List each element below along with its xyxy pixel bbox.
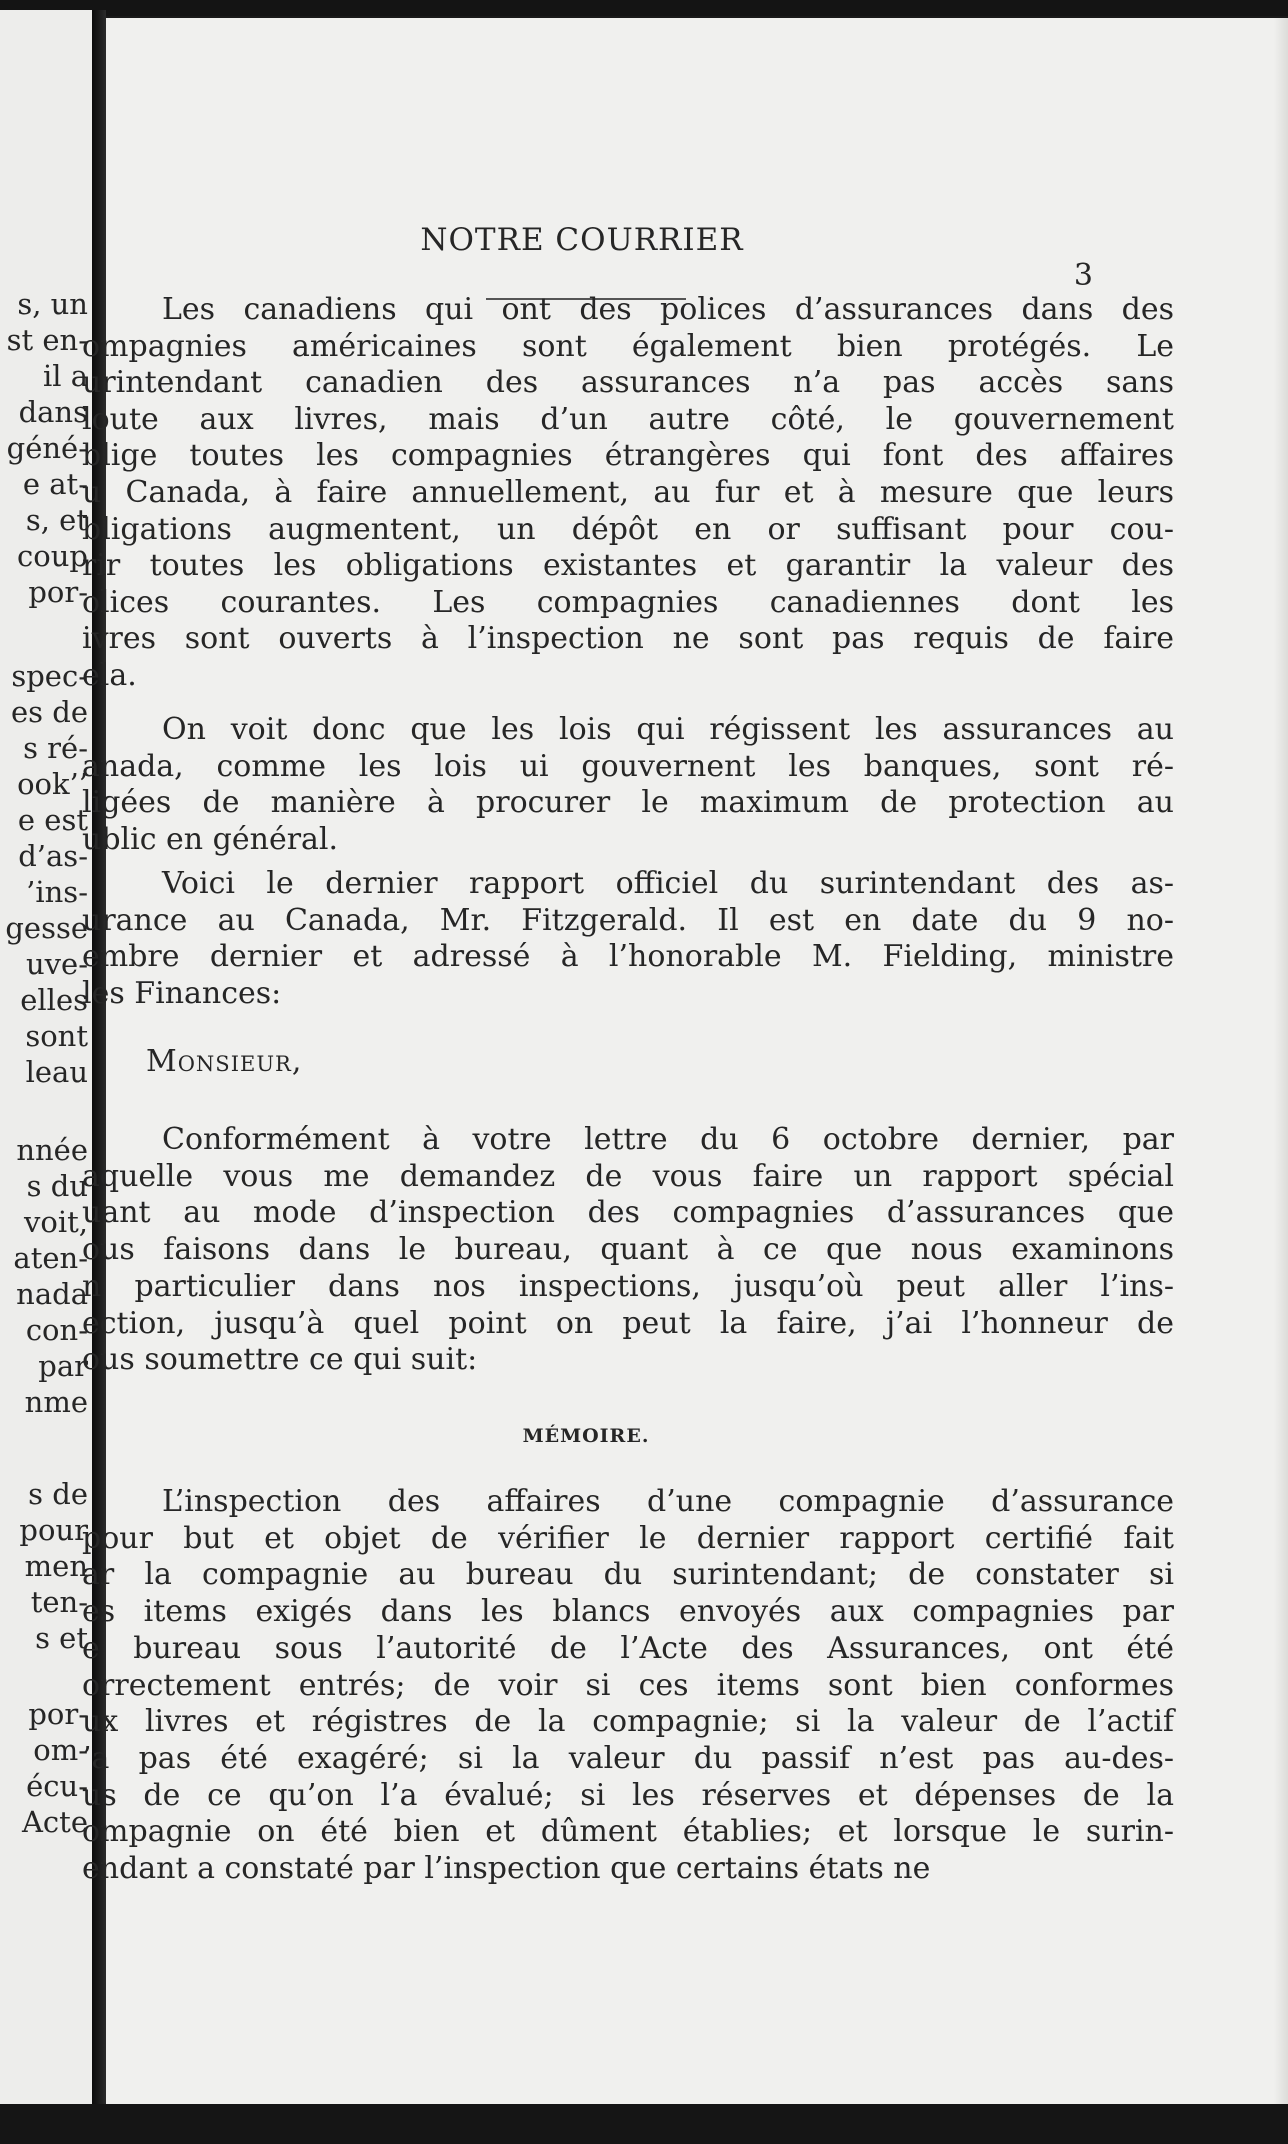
facing-page-fragment: s de [28,1477,88,1511]
paragraph-1-line: loute aux livres, mais d’un autre côté, le gouvernement [82,401,1174,437]
paragraph-5-line: orrectement entrés; de voir si ces items sont bien conformes [82,1667,1174,1703]
salutation: Monsieur, [146,1044,303,1079]
paragraph-4-line: Conformément à votre lettre du 6 octobre dernier, par [162,1122,1174,1157]
facing-page-fragment: con- [25,1313,88,1347]
paragraph-3-line: Voici le dernier rapport officiel du surintendant des as- [162,866,1174,901]
facing-page-fragment: ook’’ [17,767,88,801]
facing-page-fragment: d’as- [18,839,88,873]
paragraph-1-line: ivres sont ouverts à l’inspection ne sont pas requis de faire [82,621,1174,657]
facing-page-fragment: sont [25,1019,88,1053]
facing-page-fragment: nme [24,1385,88,1419]
paragraph-2-line: On voit donc que les lois qui régissent les assurances au [162,712,1174,747]
facing-page-fragment: por- [28,1697,88,1731]
facing-page-fragment: leau [25,1055,88,1089]
paragraph-5-line: endant a constaté par l’inspection que certains états ne [82,1851,931,1886]
facing-page-fragment: dans [18,395,88,429]
paragraph-5-line: es items exigés dans les blancs envoyés aux compagnies par [82,1594,1174,1630]
facing-page-fragment: nnée [16,1133,88,1167]
paragraph-5-line: pour but et objet de vérifier le dernier rapport certifié fait [82,1520,1174,1556]
facing-page-fragment: s, un [17,287,88,321]
paragraph-4-line: n particulier dans nos inspections, jusqu’où peut aller l’ins- [82,1268,1174,1304]
paragraph-5-line: ’a pas été exagéré; si la valeur du passif n’est pas au-des- [82,1740,1174,1776]
facing-page-fragment: voit, [24,1205,88,1239]
paragraph-5-line: L’inspection des affaires d’une compagnie d’assurance [162,1484,1174,1519]
facing-page-fragment: e est [17,803,88,837]
paragraph-1-line: ompagnies américaines sont également bien protégés. Le [82,328,1174,364]
paragraph-4-line: aquelle vous me demandez de vous faire un rapport spécial [82,1158,1174,1194]
facing-page-fragment: uve- [25,947,88,981]
paragraph-3-line: embre dernier et adressé à l’honorable M. Fielding, ministre [82,939,1174,974]
facing-page-fragment: st en- [6,323,88,357]
facing-page-fragment: men [24,1549,88,1583]
facing-page-edge [0,10,92,2106]
facing-page-fragment: om- [33,1733,88,1767]
paragraph-1-line: ela. [82,658,137,693]
paragraph-1-line: olices courantes. Les compagnies canadiennes dont les [82,584,1174,620]
paragraph-4-line: ous faisons dans le bureau, quant à ce que nous examinons [82,1232,1174,1268]
paragraph-1-line: Les canadiens qui ont des polices d’assurances dans des [162,292,1174,327]
facing-page-fragment: s du [26,1169,88,1203]
scan-border-top [0,0,1288,16]
facing-page-fragment: ’ins- [26,875,88,909]
page-number: 3 [1073,258,1093,293]
paragraph-2-line: ublic en général. [82,821,339,857]
facing-page-fragment: coup [17,539,88,573]
facing-page-fragment: por- [28,575,88,609]
paragraph-5-line: e bureau sous l’autorité de l’Acte des Assurances, ont été [82,1630,1174,1666]
page-edge-shadow [1274,18,1288,2104]
facing-page-fragment: s ré- [23,731,88,765]
paragraph-1-line: bligations augmentent, un dépôt en or suffisant pour cou- [82,511,1174,547]
facing-page-fragment: s et [35,1621,88,1655]
paragraph-4-line: ous soumettre ce qui suit: [82,1342,478,1378]
paragraph-5-line: ux livres et régistres de la compagnie; si la valeur de l’actif [82,1704,1174,1740]
facing-page-fragment: spec- [11,659,88,693]
paragraph-5-line: ar la compagnie au bureau du surintendant; de constater si [82,1557,1174,1593]
scan-border-bottom [0,2104,1288,2144]
paragraph-1-line: rir toutes les obligations existantes et garantir la valeur des [82,548,1174,584]
paragraph-2-line: ligées de manière à procurer le maximum de protection au [82,785,1174,820]
paragraph-4-line: uant au mode d’inspection des compagnies d’assurances que [82,1195,1174,1231]
facing-page-fragment: Acte [21,1805,88,1839]
facing-page-fragment: par [38,1349,88,1383]
facing-page-fragment: géné- [6,431,88,465]
facing-page-fragment: es de [11,695,88,729]
facing-page-fragment: il a [42,359,88,393]
section-heading: MÉMOIRE. [522,1425,650,1447]
paragraph-5-line: us de ce qu’on l’a évalué; si les réserves et dépenses de la [82,1777,1174,1813]
book-page [82,18,1288,2104]
paragraph-1-line: urintendant canadien des assurances n’a pas accès sans [82,365,1174,401]
running-head: NOTRE COURRIER [420,222,744,258]
facing-page-fragment: aten- [13,1241,88,1275]
facing-page-fragment: ten- [30,1585,88,1619]
paragraph-1-line: blige toutes les compagnies étrangères qui font des affaires [82,438,1174,474]
facing-page-fragment: gesse [5,911,88,945]
facing-page-fragment: écu- [26,1769,88,1803]
paragraph-4-line: ection, jusqu’à quel point on peut la faire, j’ai l’honneur de [82,1305,1174,1341]
paragraph-5-line: ompagnie on été bien et dûment établies; et lorsque le surin- [82,1814,1174,1850]
facing-page-fragment: e at- [22,467,88,501]
paragraph-3-line: urance au Canada, Mr. Fitzgerald. Il est en date du 9 no- [82,902,1174,938]
paragraph-2-line: anada, comme les lois ui gouvernent les banques, sont ré- [82,748,1174,784]
paragraph-1-line: u Canada, à faire annuellement, au fur et à mesure que leurs [82,475,1174,510]
paragraph-3-line: les Finances: [82,975,282,1011]
facing-page-fragment: nada [16,1277,88,1311]
facing-page-fragment: s, et [25,503,88,537]
facing-page-fragment: elles [20,983,88,1017]
facing-page-fragment: pour [19,1513,88,1547]
